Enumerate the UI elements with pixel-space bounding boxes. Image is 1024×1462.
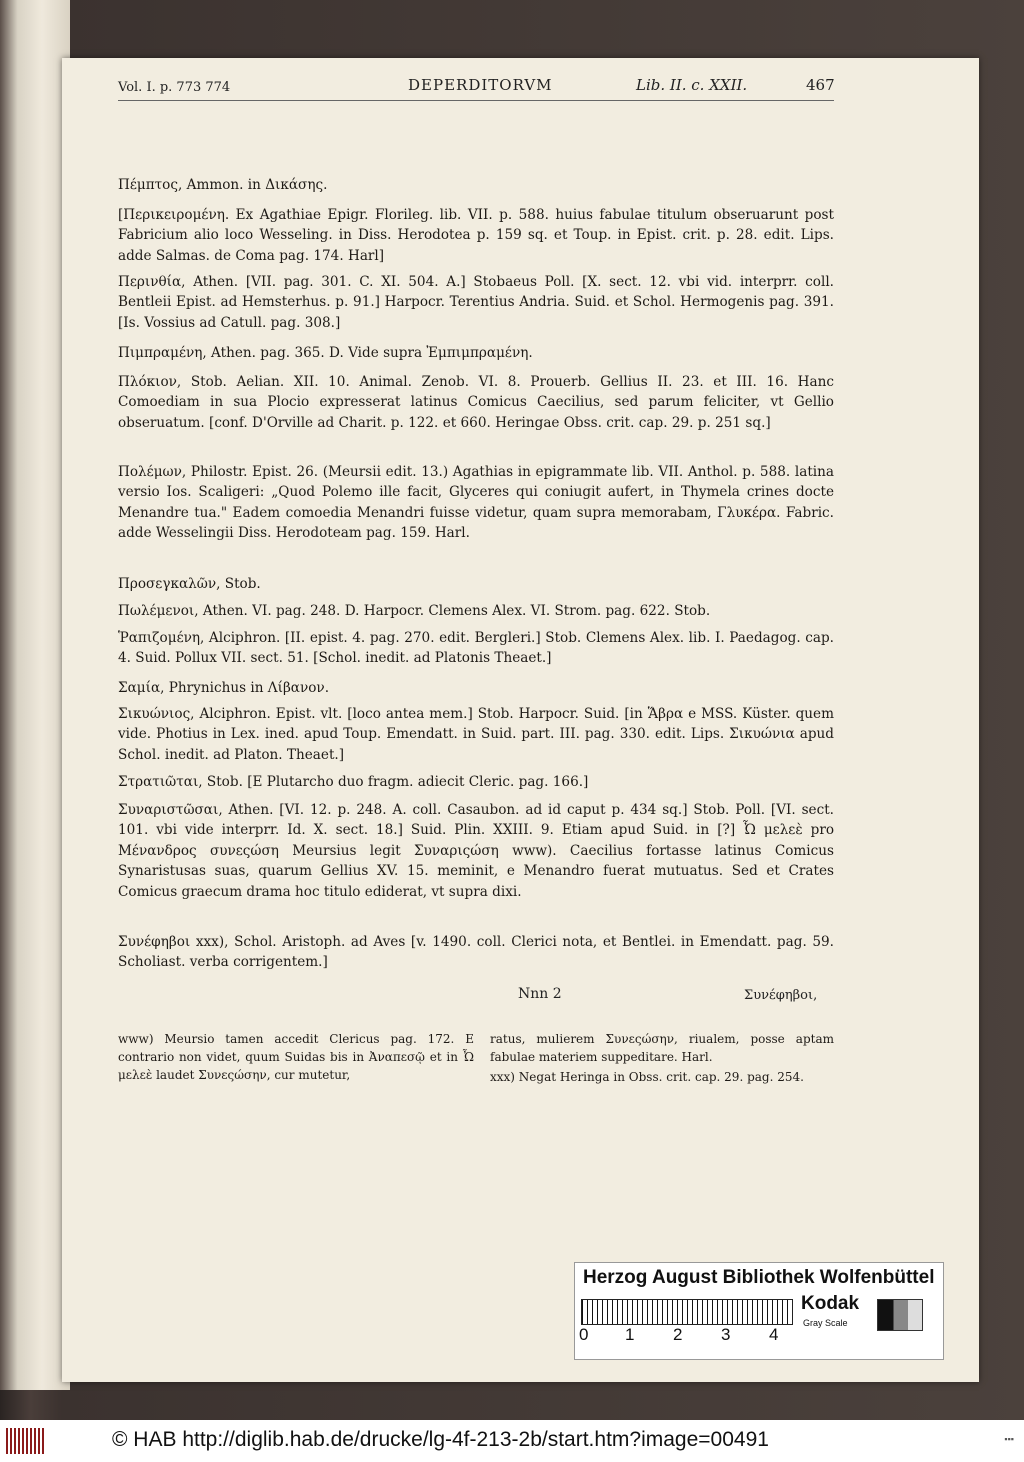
gray-scale-swatch <box>877 1299 923 1331</box>
gray-scale-caption: Gray Scale <box>803 1318 848 1328</box>
header-title: DEPERDITORVM <box>408 76 553 94</box>
entry-synaristosai: Συναριστῶσαι, Athen. [VI. 12. p. 248. A. coll. Casaubon. ad id caput p. 434 sq.] Stob. Poll. [VI. sect. 101. vbi vide interprr. Id. X. sect. 18.] Suid. Plin. XXIII. 9. Etiam apud Suid. in [?] Ὦ μελεὲ pro Μένανδρος συνεςώση Meursius legit Συναριςώση www). Caecilius fortasse latinus Comicus Synaristusas suas, quarum Gellius XV. 15. meminit, e Menandro fuerat mutuatus. Sed et Crates Comicus graecum drama hoc titulo ediderat, vt supra dixi. <box>118 802 834 900</box>
entry-samia: Σαμία, Phrynichus in Λίβανον. <box>118 680 330 696</box>
entry-sikyonios: Σικυώνιος, Alciphron. Epist. vlt. [loco antea mem.] Stob. Harpocr. Suid. [in Ἅβρα e MSS. Küster. quem vide. Photius in Lex. ined. apud Toup. Emendatt. in Suid. part. III. pag. 330. edit. Lips. Σικυώνια apud Schol. inedit. ad Platon. Theaet.] <box>118 706 834 763</box>
ruler-tick-label: 3 <box>721 1325 731 1344</box>
header-volume-ref: Vol. I. p. 773 774 <box>118 80 231 95</box>
entry-rapizomene: Ῥαπιζομένη, Alciphron. [II. epist. 4. pag. 270. edit. Bergleri.] Stob. Clemens Alex. lib. I. Paedagog. cap. 4. Suid. Pollux VII. sect. 51. [Schol. inedit. ad Platonis Theaet.] <box>118 630 834 667</box>
entry-plokion: Πλόκιον, Stob. Aelian. XII. 10. Animal. Zenob. VI. 8. Prouerb. Gellius II. 23. et III. 16. Hanc Comoediam in sua Plocio expresserat latinus Comicus Caecilius, sed parum feliciter, vt Gellio obseruatum. [conf. D'Orville ad Charit. p. 122. et 660. Heringae Obss. crit. cap. 29. p. 251 sq.] <box>118 374 834 431</box>
kodak-brand: Kodak <box>801 1293 860 1314</box>
library-color-scale-label <box>574 1262 944 1360</box>
entry-pemptos: Πέμπτος, Ammon. in Δικάσης. <box>118 177 328 193</box>
footnote-xxx: xxx) Negat Heringa in Obss. crit. cap. 29. pag. 254. <box>490 1070 804 1084</box>
library-name: Herzog August Bibliothek Wolfenbüttel <box>583 1267 935 1288</box>
footer-bar <box>0 1420 1024 1462</box>
header-book-chapter: Lib. II. c. XXII. <box>636 76 748 94</box>
footnote-www: www) Meursio tamen accedit Clericus pag. 172. E contrario non videt, quum Suidas bis in Ἀναπεσῷ et in Ὦ μελεὲ laudet Συνεςώσην, cur mutetur, <box>118 1032 474 1082</box>
copyright-url[interactable]: © HAB http://diglib.hab.de/drucke/lg-4f-213-2b/start.htm?image=00491 <box>112 1428 769 1451</box>
entry-polemenoi: Πωλέμενοι, Athen. VI. pag. 248. D. Harpocr. Clemens Alex. VI. Strom. pag. 622. Stob. <box>118 603 711 619</box>
signature-mark: Nnn 2 <box>518 986 562 1002</box>
entry-synephebo: Συνέφηβοι xxx), Schol. Aristoph. ad Aves [v. 1490. coll. Clerici nota, et Bentlei. in Emendatt. pag. 59. Scholiast. verba corrigentem.] <box>118 934 834 971</box>
entry-perikeiromene: [Περικειρομένη. Ex Agathiae Epigr. Florileg. lib. VII. p. 588. huius fabulae titulum obseruarunt post Fabricium alio loco Wesseling. in Diss. Herodotea p. 159 sq. et Toup. in Epist. crit. p. 28. edit. Lips. adde Salmas. de Coma pag. 174. Harl] <box>118 207 834 264</box>
ruler-tick-label: 0 <box>579 1325 589 1344</box>
catchword: Συνέφηβοι, <box>744 988 818 1003</box>
entry-prosenkalon: Προσεγκαλῶν, Stob. <box>118 576 261 592</box>
entry-perinthia: Περινθία, Athen. [VII. pag. 301. C. XI. 504. A.] Stobaeus Poll. [X. sect. 12. vbi vid. interprr. coll. Bentleii Epist. ad Hemsterhus. p. 91.] Harpocr. Terentius Andria. Suid. et Schol. Hermogenis pag. 391. [Is. Vossius ad Catull. pag. 308.] <box>118 274 834 331</box>
footer-mark: ▪▪▪ <box>1004 1434 1014 1444</box>
entry-stratiotai: Στρατιῶται, Stob. [E Plutarcho duo fragm. adiecit Cleric. pag. 166.] <box>118 774 589 790</box>
measurement-ruler <box>581 1299 793 1325</box>
footnote-www-continued: ratus, mulierem Συνεςώσην, riualem, posse aptam fabulae materiem suppeditare. Harl. <box>490 1032 834 1064</box>
header-rule <box>118 100 834 101</box>
hab-logo-icon <box>6 1428 44 1454</box>
entry-polemon: Πολέμων, Philostr. Epist. 26. (Meursii edit. 13.) Agathias in epigrammate lib. VII. Anthol. p. 588. latina versio Ios. Scaligeri: „Quod Polemo ille facit, Glyceres qui coniugit aufert, in Thymela crines docte Menandre tua." Eadem comoedia Menandri fuisse videtur, quam supra memorabam, Γλυκέρα. Fabric. adde Wesselingii Diss. Herodoteam pag. 159. Harl. <box>118 464 834 542</box>
ruler-tick-label: 1 <box>625 1325 635 1344</box>
ruler-tick-label: 4 <box>769 1325 779 1344</box>
page-number: 467 <box>806 76 835 94</box>
ruler-tick-label: 2 <box>673 1325 683 1344</box>
page-edge <box>0 0 70 1390</box>
entry-pimpramene: Πιμπραμένη, Athen. pag. 365. D. Vide supra Ἐμπιμπραμένη. <box>118 345 533 361</box>
